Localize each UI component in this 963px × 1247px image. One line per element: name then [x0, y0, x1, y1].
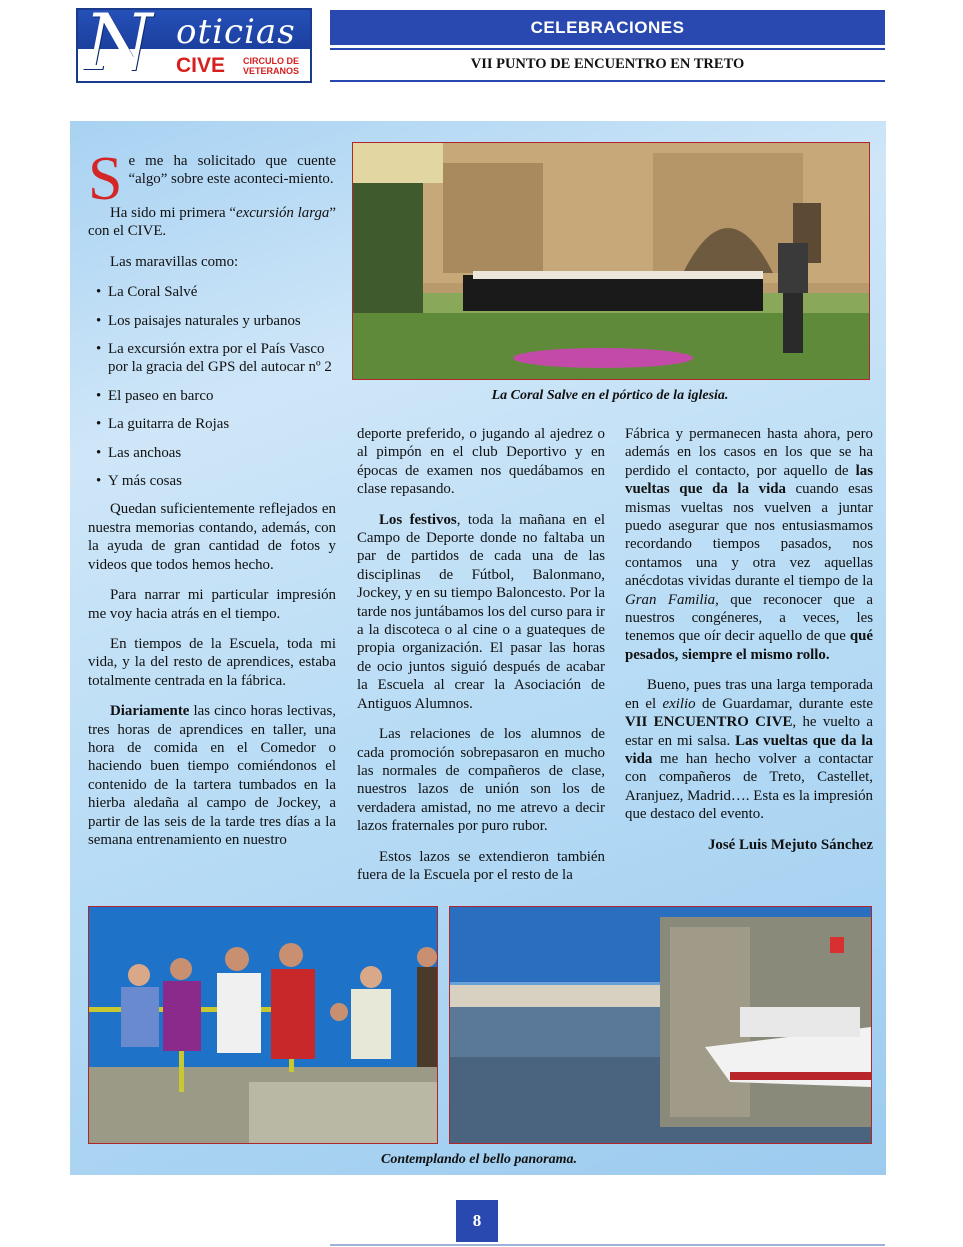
list-item: • El paseo en barco: [88, 387, 336, 405]
paragraph: Quedan suficientemente reflejados en nuestra memorias contando, además, con la ayuda de gran cantidad de fotos y videos que todos hemos hecho.: [88, 501, 336, 573]
list-item: • Los paisajes naturales y urbanos: [88, 312, 336, 330]
page-number: 8: [456, 1200, 498, 1242]
paragraph: Las maravillas como:: [110, 253, 239, 270]
author-signature: José Luis Mejuto Sánchez: [707, 836, 873, 853]
paragraph: Bueno, pues tras una larga temporada en el exilio de Guardamar, durante este VII ENCUENTRO CIVE, he vuelto a estar en mi salsa. Las vueltas que da la vida me han hecho volver a contactar con compañeros de Treto, Castellet, Aranjuez, Madrid…. Esta es la impresión que destaco del evento.: [625, 677, 874, 823]
choir-photo: [352, 142, 870, 380]
list-item: • La excursión extra por el País Vasco por la gracia del GPS del autocar nº 2: [88, 340, 336, 377]
list-item: • Y más cosas: [88, 472, 336, 490]
paragraph: Las relaciones de los alumnos de cada promoción sobrepasaron en mucho las normales de compañeros de clase, nuestros lazos de unión son los de verdadera amistad, no me atrevo a decir lazos fraternales por puro rubor.: [357, 726, 605, 835]
cive-logo: [76, 0, 312, 88]
list-item: • La Coral Salvé: [88, 283, 336, 301]
article-column-3: [625, 425, 873, 866]
drop-cap: S: [88, 145, 123, 213]
harbor-photo: [449, 906, 872, 1144]
logo-letter: N: [84, 0, 153, 88]
section-title: CELEBRACIONES: [330, 10, 885, 45]
group-photo: [88, 906, 438, 1144]
article-column-2: [357, 425, 605, 896]
paragraph: Los festivos, toda la mañana en el Campo de Deporte donde no faltaba un par de partidos de cada una de las disciplinas de Fútbol, Balonmano, Jockey, y en su tiempo Baloncesto. Por la tarde nos juntábamos los del curso para ir a la discoteca o al cine o a guateques de propia organización. El pasar las horas de ocio juntos siguió después de acabar la Escuela al crear la Asociación de Antiguos Alumnos.: [357, 511, 605, 712]
paragraph: S e me ha solicitado que cuente “algo” sobre este aconteci-miento.: [88, 145, 336, 213]
photo-caption: Contemplando el bello panorama.: [380, 1152, 577, 1167]
logo-subtitle: CIRCULO DE VETERANOS: [242, 56, 299, 76]
article-title: VII PUNTO DE ENCUENTRO EN TRETO: [470, 56, 745, 72]
photo-caption: La Coral Salve en el pórtico de la iglesia.: [491, 388, 729, 403]
paragraph: Para narrar mi particular impresión me voy hacia atrás en el tiempo.: [88, 587, 336, 622]
paragraph: En tiempos de la Escuela, toda mi vida, y la del resto de aprendices, estaba totalmente centrada en la fábrica.: [88, 635, 336, 689]
paragraph: Estos lazos se extendieron también fuera de la Escuela por el resto de la: [357, 848, 605, 883]
list-item: • Las anchoas: [88, 444, 336, 462]
divider: [330, 48, 885, 50]
divider: [330, 1244, 885, 1246]
paragraph: Diariamente las cinco horas lectivas, tres horas de aprendices en taller, una hora de comida en el Comedor o haciendo buen tiempo comiéndonos el contenido de la tartera tumbados en la hierba aledaña al campo de Jockey, a partir de las seis de la tarde tres días a la semana entrenamiento en nuestro: [88, 703, 336, 848]
logo-brand: CIVE: [176, 54, 226, 77]
logo-word: oticias: [176, 12, 296, 52]
paragraph: Ha sido mi primera “excursión larga” con el CIVE.: [88, 205, 336, 240]
list-item: • La guitarra de Rojas: [88, 415, 336, 433]
paragraph: deporte preferido, o jugando al ajedrez o al pimpón en el club Deportivo y en épocas de examen nos quedábamos en clase repasando.: [357, 426, 605, 498]
divider: [330, 80, 885, 82]
article-column-1: [88, 145, 336, 861]
paragraph: Fábrica y permanecen hasta ahora, pero además en los casos en los que se ha perdido el contacto, por aquello de las vueltas que da la vida cuando esas mismas vueltas nos vuelven a juntar puedo asegurar que nos entusiasmamos recordando tiempos pasados, nos contamos una y otra vez aquellas anécdotas vividas durante el tiempo de la Gran Familia, que reconocer que a nuestros congéneres, a veces, les tenemos que oír decir aquello de que qué pesados, siempre el mismo rollo.: [625, 426, 873, 663]
